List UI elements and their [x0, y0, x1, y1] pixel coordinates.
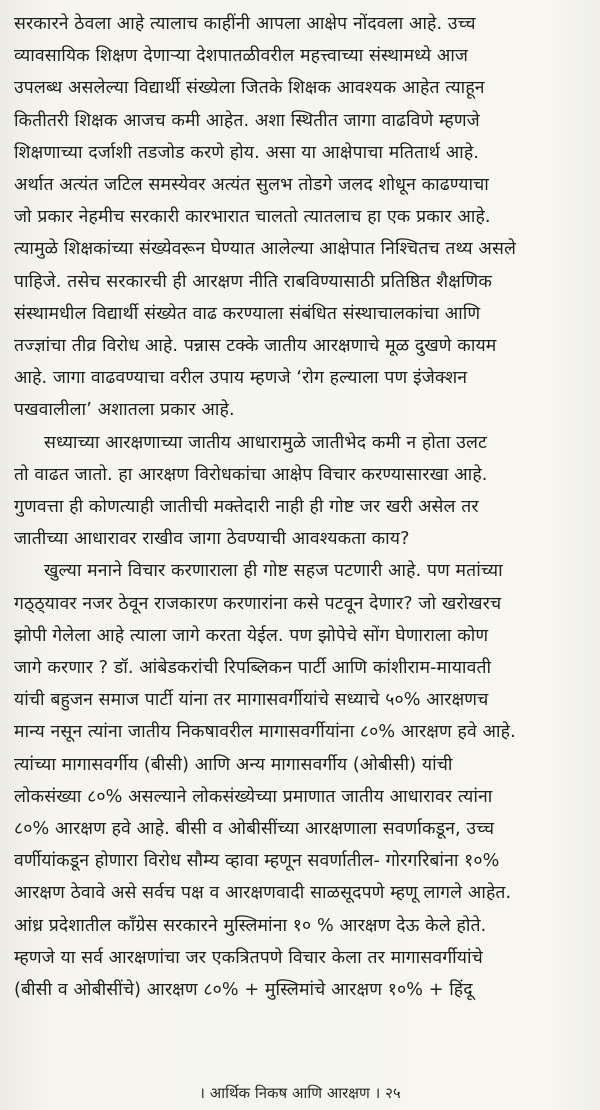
text-line: तज्ज्ञांचा तीव्र विरोध आहे. पन्नास टक्के जातीय आरक्षणाचे मूळ दुखणे कायम — [14, 336, 497, 357]
text-line: यांची बहुजन समाज पार्टी यांना तर मागासवर्गीयांचे सध्याचे ५०% आरक्षणच — [14, 690, 489, 711]
text-line: ८०% आरक्षण हवे आहे. बीसी व ओबीसींच्या आरक्षणाला सवर्णाकडून, उच्च — [14, 819, 495, 840]
text-line: झोपी गेलेला आहे त्याला जागे करता येईल. पण झोपेचे सोंग घेणाराला कोण — [14, 625, 489, 646]
page-footer: । आर्थिक निकष आणि आरक्षण । २५ — [199, 1084, 401, 1102]
text-line: पाहिजे. तसेच सरकारची ही आरक्षण नीति राबविण्यासाठी प्रतिष्ठित शैक्षणिक — [14, 271, 492, 292]
paragraph — [14, 427, 594, 556]
text-line: पखवालीला’ अशातला प्रकार आहे. — [14, 400, 235, 421]
text-line: गठ्ठ्यावर नजर ठेवून राजकारण करणारांना कसे पटवून देणार? जो खरोखरच — [14, 593, 502, 614]
text-line: अर्थात अत्यंत जटिल समस्येवर अत्यंत सुलभ तोडगे जलद शोधून काढण्याचा — [14, 175, 489, 196]
text-line: त्यामुळे शिक्षकांच्या संख्येवरून घेण्यात आलेल्या आक्षेपात निश्चितच तथ्य असले — [14, 239, 516, 260]
text-line: जागे करणार ? डॉ. आंबेडकरांची रिपब्लिकन पार्टी आणि कांशीराम-मायावती — [14, 658, 492, 679]
text-line: आंध्र प्रदेशातील काँग्रेस सरकारने मुस्लिमांना १० % आरक्षण देऊ केले होते. — [14, 915, 487, 936]
paragraph — [14, 555, 594, 1006]
text-line: जो प्रकार नेहमीच सरकारी कारभारात चालतो त्यातलाच हा एक प्रकार आहे. — [14, 207, 491, 228]
text-line: मान्य नसून त्यांना जातीय निकषावरील मागासवर्गीयांना ८०% आरक्षण हवे आहे. — [14, 722, 516, 743]
text-line: कितीतरी शिक्षक आजच कमी आहेत. अशा स्थितीत जागा वाढविणे म्हणजे — [14, 110, 480, 131]
text-line: उपलब्ध असलेल्या विद्यार्थी संख्येला जितके शिक्षक आवश्यक आहेत त्याहून — [14, 78, 485, 99]
page-body-text — [14, 8, 594, 1006]
text-line: शिक्षणाच्या दर्जाशी तडजोड करणे होय. असा या आक्षेपाचा मतितार्थ आहे. — [14, 142, 480, 163]
text-line: सध्याच्या आरक्षणाच्या जातीय आधारामुळे जातीभेद कमी न होता उलट — [44, 432, 488, 453]
text-line: खुल्या मनाने विचार करणाराला ही गोष्ट सहज पटणारी आहे. पण मतांच्या — [44, 561, 503, 582]
text-line: संस्थामधील विद्यार्थी संख्येत वाढ करण्याला संबंधित संस्थाचालकांचा आणि — [14, 303, 481, 324]
text-line: त्यांच्या मागासवर्गीय (बीसी) आणि अन्य मागासवर्गीय (ओबीसी) यांची — [14, 754, 453, 775]
text-line: वर्णीयांकडून होणारा विरोध सौम्य व्हावा म्हणून सवर्णातील- गोरगरिबांना १०% — [14, 851, 500, 872]
paragraph — [14, 8, 594, 427]
text-line: आरक्षण ठेवावे असे सर्वच पक्ष व आरक्षणवादी साळसूदपणे म्हणू लागले आहेत. — [14, 883, 512, 904]
text-line: व्यावसायिक शिक्षण देणाऱ्या देशपातळीवरील महत्त्वाच्या संस्थामध्ये आज — [14, 46, 469, 67]
text-line: आहे. जागा वाढवण्याचा वरील उपाय म्हणजे ‘रोग हल्याला पण इंजेक्शन — [14, 368, 468, 389]
text-line: (बीसी व ओबीसींचे) आरक्षण ८०% + मुस्लिमांचे आरक्षण १०% + हिंदू — [14, 980, 473, 1001]
text-line: तो वाढत जातो. हा आरक्षण विरोधकांचा आक्षेप विचार करण्यासारखा आहे. — [14, 464, 488, 485]
text-line: सरकारने ठेवला आहे त्यालाच काहींनी आपला आक्षेप नोंदवला आहे. उच्च — [14, 14, 476, 34]
text-line: गुणवत्ता ही कोणत्याही जातीची मक्तेदारी नाही ही गोष्ट जर खरी असेल तर — [14, 497, 479, 518]
text-line: म्हणजे या सर्व आरक्षणांचा जर एकत्रितपणे विचार केला तर मागासवर्गीयांचे — [14, 947, 483, 968]
text-line: जातीच्या आधारावर राखीव जागा ठेवण्याची आवश्यकता काय? — [14, 529, 410, 550]
text-line: लोकसंख्या ८०% असल्याने लोकसंख्येच्या प्रमाणात जातीय आधारावर त्यांना — [14, 786, 493, 807]
